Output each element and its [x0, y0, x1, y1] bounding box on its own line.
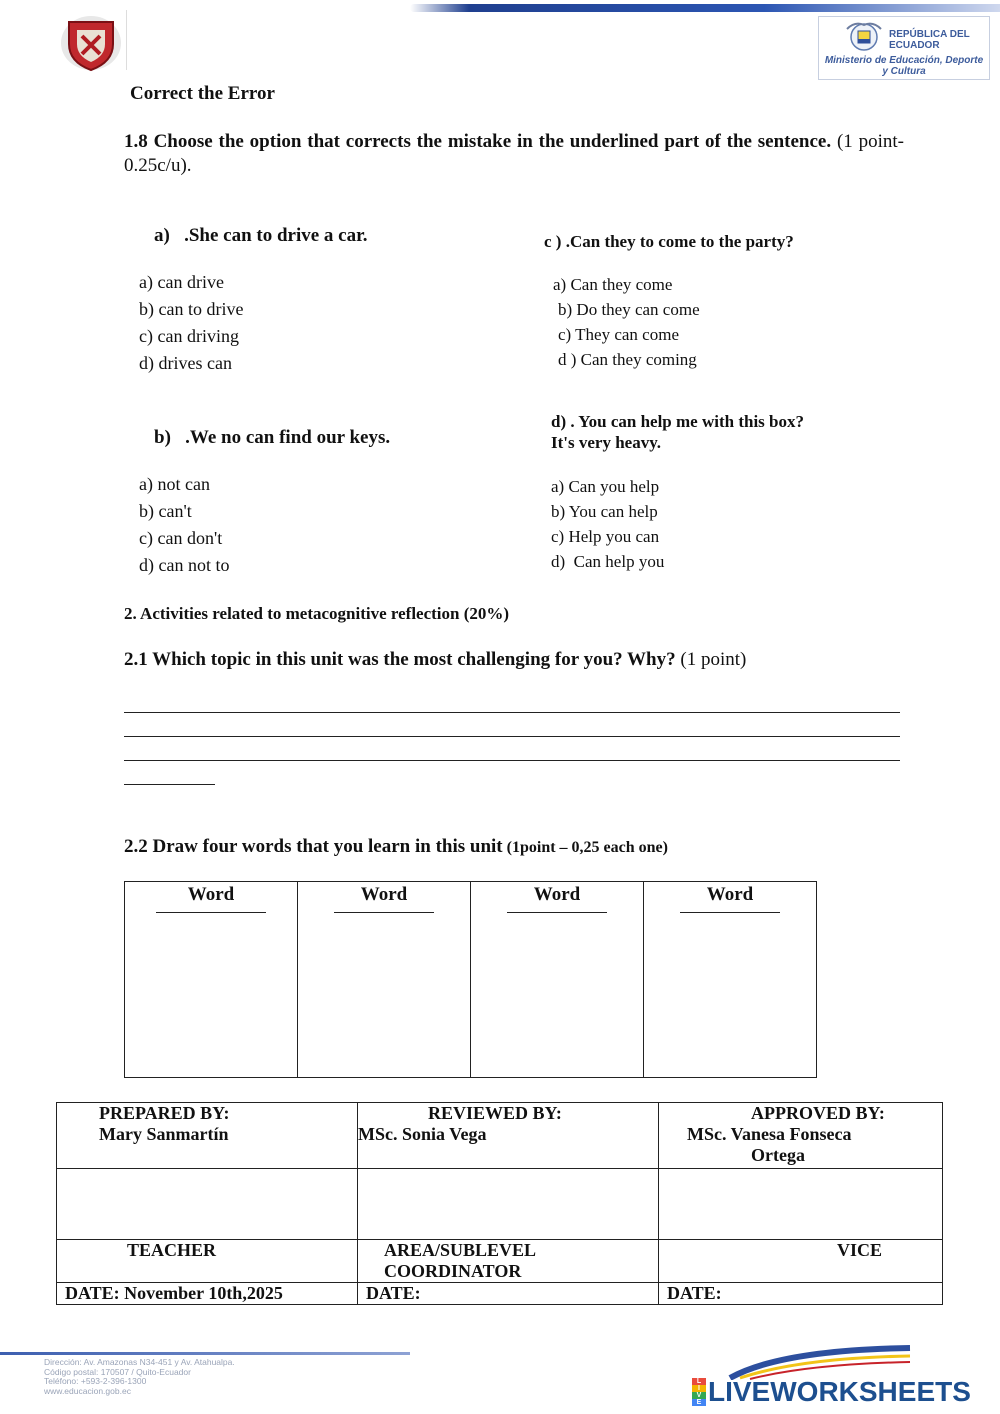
- q22-points: (1point – 0,25 each one): [506, 839, 668, 856]
- address-line: Teléfono: +593-2-396-1300: [44, 1376, 147, 1386]
- footer-address: [44, 1358, 235, 1396]
- item-c-options: [553, 272, 700, 372]
- ministry-text: Ministerio de Educación, Deporte y Cultura: [824, 55, 984, 77]
- vice-role: VICE: [659, 1240, 943, 1283]
- item-d-option[interactable]: b) You can help: [551, 502, 658, 521]
- q21: [124, 649, 746, 671]
- coordinator-role: [358, 1240, 659, 1283]
- item-b-options: [139, 471, 229, 579]
- word-cell[interactable]: [298, 882, 471, 1078]
- item-d-sentence: [551, 411, 804, 453]
- q18-instruction: [124, 130, 904, 178]
- ministry-logo: [818, 16, 990, 80]
- word-cell[interactable]: [644, 882, 817, 1078]
- answer-line: [124, 712, 900, 713]
- address-line: www.educacion.gob.ec: [44, 1385, 131, 1396]
- date-vice: DATE:: [659, 1283, 943, 1305]
- word-label: Word: [533, 884, 581, 905]
- word-draw-table: [124, 881, 817, 1078]
- answer-line: [124, 784, 215, 785]
- item-c-sentence: c ) .Can they to come to the party?: [544, 232, 794, 251]
- item-a-options: [139, 269, 243, 377]
- prepared-name: Mary Sanmartín: [99, 1124, 229, 1144]
- word-label: Word: [187, 884, 235, 905]
- q21-points: (1 point): [680, 649, 747, 670]
- q18-instruction-text: 1.8 Choose the option that corrects the mistake in the underlined part of the sentence.: [124, 131, 832, 152]
- address-line: Dirección: Av. Amazonas N34-451 y Av. Atahualpa.: [44, 1357, 235, 1367]
- q22: [124, 836, 668, 858]
- item-b-sentence: b) .We no can find our keys.: [154, 427, 391, 448]
- footer-swoosh: [720, 1340, 920, 1380]
- coordinator-role-line2: COORDINATOR: [384, 1261, 522, 1281]
- word-blank: [334, 912, 434, 913]
- item-b-option[interactable]: a) not can: [139, 474, 210, 494]
- approved-name-line2: Ortega: [751, 1145, 805, 1165]
- word-cell[interactable]: [471, 882, 644, 1078]
- word-label: Word: [706, 884, 754, 905]
- address-line: Código postal: 170507 / Quito-Ecuador: [44, 1366, 191, 1377]
- reviewed-label: REVIEWED BY:: [428, 1103, 562, 1123]
- item-b-option[interactable]: d) can not to: [139, 555, 230, 575]
- teacher-role: TEACHER: [57, 1240, 358, 1283]
- item-d-option[interactable]: a) Can you help: [551, 477, 660, 496]
- vice-signature-box[interactable]: [659, 1169, 943, 1240]
- word-cell[interactable]: [125, 882, 298, 1078]
- live-tag: L I V E: [692, 1378, 706, 1406]
- item-a-option[interactable]: a) can drive: [139, 272, 224, 292]
- q21-answer-area[interactable]: [124, 700, 900, 790]
- word-blank: [680, 912, 780, 913]
- q22-question: 2.2 Draw four words that you learn in this unit: [124, 836, 503, 857]
- item-d-sentence-line2: It's very heavy.: [551, 433, 662, 452]
- item-c-option[interactable]: d ) Can they coming: [558, 350, 697, 369]
- item-c-option[interactable]: a) Can they come: [553, 275, 673, 294]
- q21-question: 2.1 Which topic in this unit was the most challenging for you? Why?: [124, 649, 676, 670]
- section2-title: 2. Activities related to metacognitive reflection (20%): [124, 604, 510, 623]
- coordinator-role-line1: AREA/SUBLEVEL: [384, 1240, 537, 1260]
- item-b-option[interactable]: c) can don't: [139, 528, 223, 548]
- item-d-options: [551, 474, 664, 574]
- item-b-option[interactable]: b) can't: [139, 501, 192, 521]
- item-a-option[interactable]: d) drives can: [139, 353, 232, 373]
- header-divider: [126, 10, 127, 70]
- word-blank: [507, 912, 607, 913]
- footer-rule: [0, 1352, 410, 1355]
- approved-cell: [659, 1103, 943, 1169]
- brand-text: LIVEWORKSHEETS: [708, 1376, 971, 1407]
- word-label: Word: [360, 884, 408, 905]
- reviewed-cell: [358, 1103, 659, 1169]
- header-blue-band: [410, 4, 1000, 12]
- q18-points: (1 point-0.25c/u).: [124, 131, 904, 176]
- signature-table: [56, 1102, 943, 1305]
- item-c-option[interactable]: c) They can come: [558, 325, 679, 344]
- school-crest: [55, 10, 127, 72]
- section-title: Correct the Error: [130, 83, 275, 104]
- item-a-option[interactable]: c) can driving: [139, 326, 239, 346]
- teacher-signature-box[interactable]: [57, 1169, 358, 1240]
- reviewed-name: MSc. Sonia Vega: [358, 1124, 487, 1144]
- answer-line: [124, 760, 900, 761]
- approved-name-line1: MSc. Vanesa Fonseca: [687, 1124, 852, 1144]
- item-d-option[interactable]: c) Help you can: [551, 527, 660, 546]
- date-coordinator: DATE:: [358, 1283, 659, 1305]
- item-d-sentence-line1: d) . You can help me with this box?: [551, 412, 804, 431]
- answer-line: [124, 736, 900, 737]
- word-blank: [156, 912, 266, 913]
- date-teacher: DATE: November 10th,2025: [57, 1283, 358, 1305]
- prepared-label: PREPARED BY:: [99, 1103, 230, 1123]
- item-a-option[interactable]: b) can to drive: [139, 299, 244, 319]
- ecuador-seal-text: REPÚBLICA DEL ECUADOR: [889, 29, 970, 51]
- item-c-option[interactable]: b) Do they can come: [558, 300, 700, 319]
- item-d-option[interactable]: d) Can help you: [551, 552, 665, 571]
- item-a-sentence: a) .She can to drive a car.: [154, 225, 368, 246]
- prepared-cell: [57, 1103, 358, 1169]
- coordinator-signature-box[interactable]: [358, 1169, 659, 1240]
- approved-label: APPROVED BY:: [751, 1103, 885, 1123]
